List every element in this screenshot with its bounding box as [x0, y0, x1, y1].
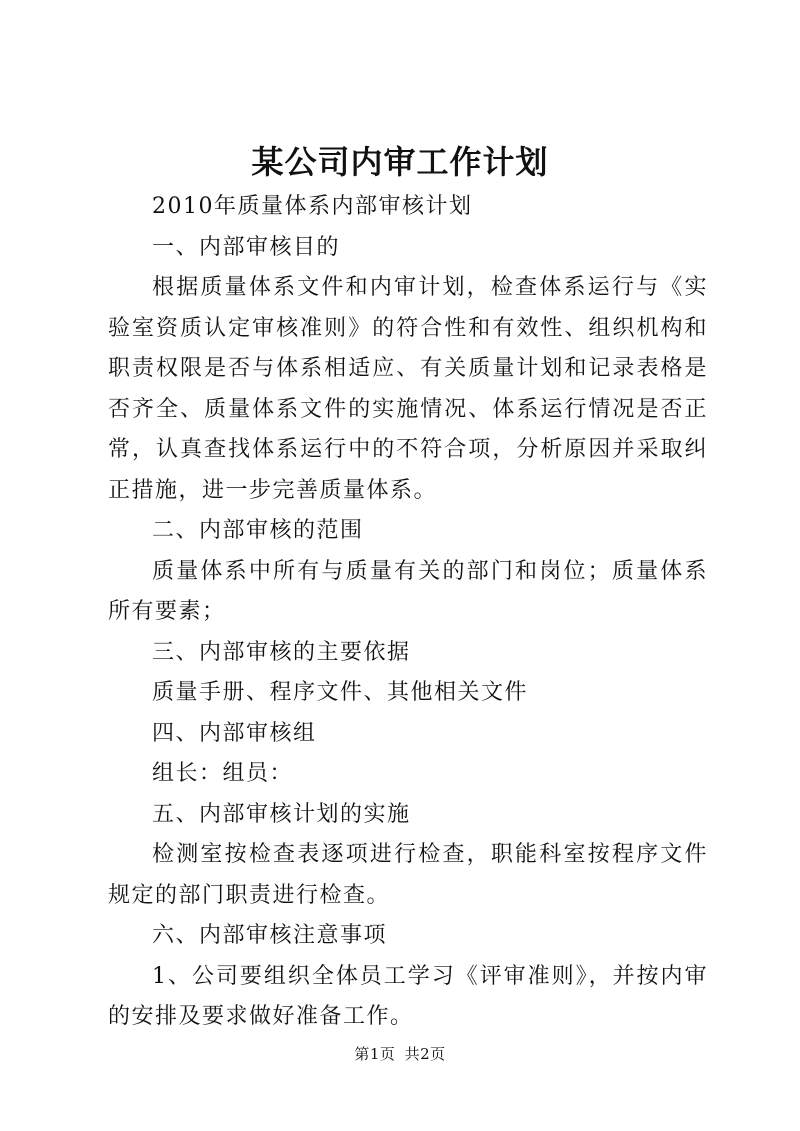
section-heading-scope: 二、内部审核的范围	[152, 518, 364, 543]
page-number: 第1页	[354, 1045, 396, 1063]
paragraph-plan-heading: 2010年质量体系内部审核计划	[152, 194, 473, 219]
paragraph-purpose: 根据质量体系文件和内审计划，检查体系运行与《实验室资质认定审核准则》的符合性和有效性、组织机构和职责权限是否与体系相适应、有关质量计划和记录表格是否齐全、质量体系文件的实施情况、体系运行情况是否正常，认真查找体系运行中的不符合项，分析原因并采取纠正措施，进一步完善质量体系。	[108, 275, 708, 503]
section-heading-team: 四、内部审核组	[152, 720, 317, 746]
section-heading-purpose: 一、内部审核目的	[152, 234, 341, 260]
paragraph-implementation: 检测室按检查表逐项进行检查，职能科室按程序文件规定的部门职责进行检查。	[108, 842, 708, 908]
section-heading-implementation: 五、内部审核计划的实施	[152, 801, 411, 827]
paragraph-basis: 质量手册、程序文件、其他相关文件	[152, 680, 529, 705]
section-heading-notes: 六、内部审核注意事项	[152, 923, 388, 948]
document-body	[108, 187, 708, 1038]
page-total: 共2页	[404, 1045, 446, 1063]
section-heading-basis: 三、内部审核的主要依据	[152, 639, 411, 665]
paragraph-note-1: 1、公司要组织全体员工学习《评审准则》，并按内审的安排及要求做好准备工作。	[108, 963, 708, 1029]
page-footer	[0, 1044, 800, 1064]
paragraph-team: 组长：组员：	[152, 761, 294, 786]
paragraph-scope: 质量体系中所有与质量有关的部门和岗位；质量体系所有要素；	[108, 558, 708, 624]
document-title: 某公司内审工作计划	[251, 143, 549, 181]
